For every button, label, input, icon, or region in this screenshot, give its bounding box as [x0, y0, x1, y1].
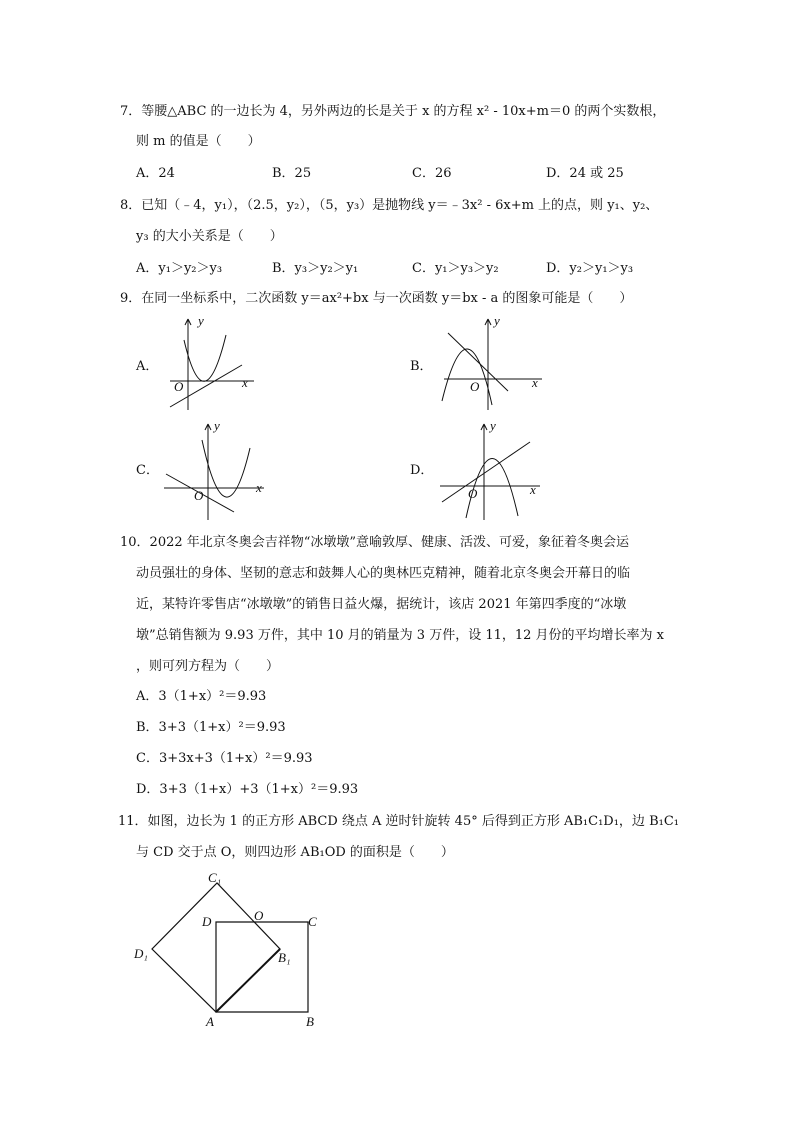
q11-label-b1: B₁ — [278, 950, 291, 965]
q7-option-b: B．25 — [272, 166, 312, 181]
q10-option-d: D．3+3（1+x）+3（1+x）²＝9.93 — [136, 782, 359, 797]
q9-a-origin-label: O — [174, 379, 184, 394]
q8-option-a: A．y₁＞y₂＞y₃ — [136, 261, 223, 276]
q11-label-c: C — [308, 914, 317, 929]
q10-stem-line1: 10．2022 年北京冬奥会吉祥物“冰墩墩”意喻敦厚、健康、活泼、可爱，象征着冬奥会运 — [120, 535, 630, 550]
q11-label-o: O — [254, 908, 264, 923]
q11-figure — [130, 868, 330, 1028]
q10-option-b: B．3+3（1+x）²＝9.93 — [136, 720, 286, 735]
q9-a-y-label: y — [198, 313, 204, 328]
q9-b-origin-label: O — [470, 379, 480, 394]
q9-graph-c — [164, 420, 274, 520]
q8-option-b: B．y₃＞y₂＞y₁ — [272, 261, 359, 276]
q11-label-a: A — [206, 1014, 214, 1029]
q9-graph-a — [170, 315, 260, 410]
q11-label-c1: C₁ — [208, 870, 222, 885]
q9-c-y-label: y — [214, 418, 220, 433]
q8-stem-line2: y₃ 的大小关系是（ ） — [136, 229, 283, 244]
q8-option-c: C．y₁＞y₃＞y₂ — [412, 261, 499, 276]
q10-option-a: A．3（1+x）²＝9.93 — [136, 689, 267, 704]
q9-c-x-label: x — [256, 480, 262, 495]
q9-d-origin-label: O — [468, 486, 478, 501]
q8-option-d: D．y₂＞y₁＞y₃ — [546, 261, 634, 276]
q11-label-d: D — [202, 914, 212, 929]
q7-option-a: A．24 — [136, 166, 175, 181]
q9-b-x-label: x — [532, 375, 538, 390]
q7-stem-line2: 则 m 的值是（ ） — [136, 134, 261, 149]
q9-option-a-label: A． — [136, 359, 159, 374]
q7-option-c: C．26 — [412, 166, 452, 181]
q9-a-x-label: x — [242, 375, 248, 390]
q9-graph-d — [438, 420, 548, 520]
q9-d-y-label: y — [490, 418, 496, 433]
q7-stem-line1: 7．等腰△ABC 的一边长为 4，另外两边的长是关于 x 的方程 x² - 10x+m＝0 的两个实数根， — [120, 104, 666, 119]
q11-stem-line2: 与 CD 交于点 O，则四边形 AB₁OD 的面积是（ ） — [136, 845, 454, 860]
q11-stem-line1: 11．如图，边长为 1 的正方形 ABCD 绕点 A 逆时针旋转 45° 后得到正方形 AB₁C₁D₁，边 B₁C₁ — [118, 814, 679, 829]
q10-stem-line3: 近，某特许零售店“冰墩墩”的销售日益火爆，据统计，该店 2021 年第四季度的“冰墩 — [136, 597, 627, 612]
q11-label-b: B — [306, 1014, 314, 1029]
q9-d-x-label: x — [530, 482, 536, 497]
q10-stem-line2: 动员强壮的身体、坚韧的意志和鼓舞人心的奥林匹克精神，随着北京冬奥会开幕日的临 — [136, 566, 631, 581]
q11-label-d1: D₁ — [134, 946, 148, 961]
q9-option-c-label: C． — [136, 463, 159, 478]
q10-option-c: C．3+3x+3（1+x）²＝9.93 — [136, 751, 313, 766]
q7-option-d: D．24 或 25 — [546, 166, 624, 181]
q8-stem-line1: 8．已知（﹣4，y₁），（2.5，y₂），（5，y₃）是抛物线 y＝﹣3x² - 6x+m 上的点，则 y₁、y₂、 — [120, 198, 659, 213]
q9-graph-b — [438, 315, 548, 410]
q9-stem: 9．在同一坐标系中，二次函数 y＝ax²+bx 与一次函数 y＝bx - a 的图象可能是（ ） — [120, 291, 633, 306]
q9-option-d-label: D． — [410, 463, 434, 478]
q10-stem-line4: 墩”总销售额为 9.93 万件，其中 10 月的销量为 3 万件，设 11，12 月份的平均增长率为 x — [136, 628, 665, 643]
q9-b-y-label: y — [494, 313, 500, 328]
q10-stem-line5: ，则可列方程为（ ） — [136, 659, 280, 674]
q9-c-origin-label: O — [194, 488, 204, 503]
q9-option-b-label: B． — [410, 359, 433, 374]
